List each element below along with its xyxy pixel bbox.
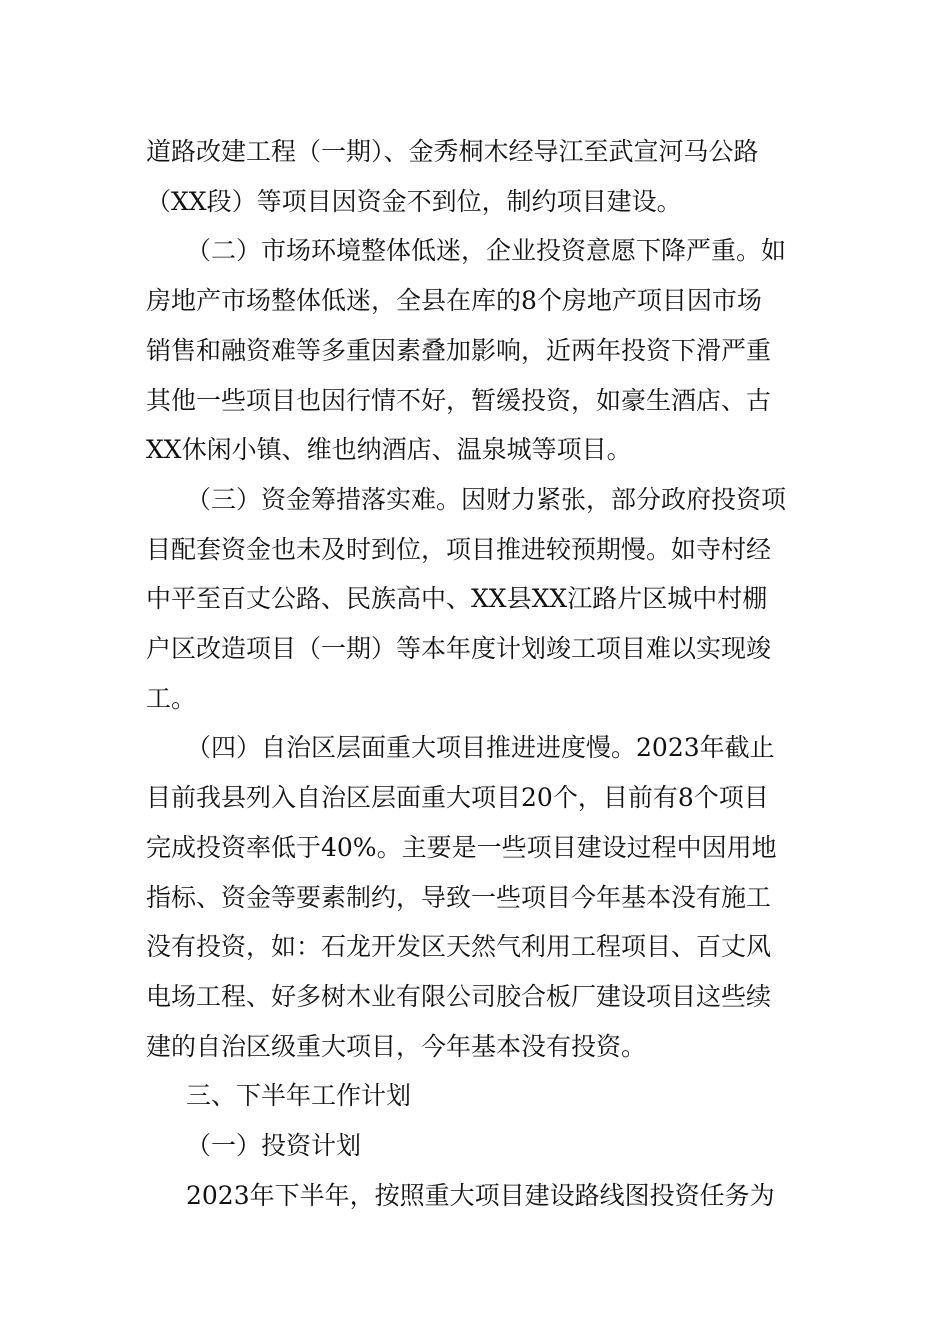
paragraph-heading-3: （三）资金筹措落实难。因财力紧张，部分政府投资项 <box>186 485 787 514</box>
text-line: 中平至百丈公路、民族高中、XX县XX江路片区城中村棚 <box>146 584 768 613</box>
text-line: 没有投资，如：石龙开发区天然气利用工程项目、百丈风 <box>146 932 772 961</box>
text-line: 电场工程、好多树木业有限公司胶合板厂建设项目这些续 <box>146 982 772 1011</box>
text-line: 目前我县列入自治区层面重大项目20个，目前有8个项目 <box>146 783 769 812</box>
paragraph-heading-2: （二）市场环境整体低迷，企业投资意愿下降严重。如 <box>186 236 787 265</box>
text-line: 2023年下半年，按照重大项目建设路线图投资任务为 <box>186 1181 775 1210</box>
text-line: 指标、资金等要素制约，导致一些项目今年基本没有施工 <box>146 883 772 912</box>
subsection-heading: （一）投资计划 <box>186 1131 362 1160</box>
text-line: 完成投资率低于40%。主要是一些项目建设过程中因用地 <box>146 833 777 862</box>
text-line: （XX段）等项目因资金不到位，制约项目建设。 <box>146 187 682 216</box>
text-line: 道路改建工程（一期）、金秀桐木经导江至武宣河马公路 <box>146 137 759 166</box>
text-line: 房地产市场整体低迷，全县在库的8个房地产项目因市场 <box>146 286 762 315</box>
text-line: 目配套资金也未及时到位，项目推进较预期慢。如寺村经 <box>146 535 772 564</box>
text-line: 工。 <box>146 684 197 713</box>
text-line: XX休闲小镇、维也纳酒店、温泉城等项目。 <box>146 435 632 464</box>
text-line: 建的自治区级重大项目，今年基本没有投资。 <box>146 1032 647 1061</box>
text-line: 户区改造项目（一期）等本年度计划竣工项目难以实现竣 <box>146 634 772 663</box>
text-line: 销售和融资难等多重因素叠加影响，近两年投资下滑严重 <box>146 336 772 365</box>
section-heading: 三、下半年工作计划 <box>186 1081 412 1110</box>
text-line: 其他一些项目也因行情不好，暂缓投资，如豪生酒店、古 <box>146 386 772 415</box>
paragraph-heading-4: （四）自治区层面重大项目推进进度慢。2023年截止 <box>186 733 775 762</box>
